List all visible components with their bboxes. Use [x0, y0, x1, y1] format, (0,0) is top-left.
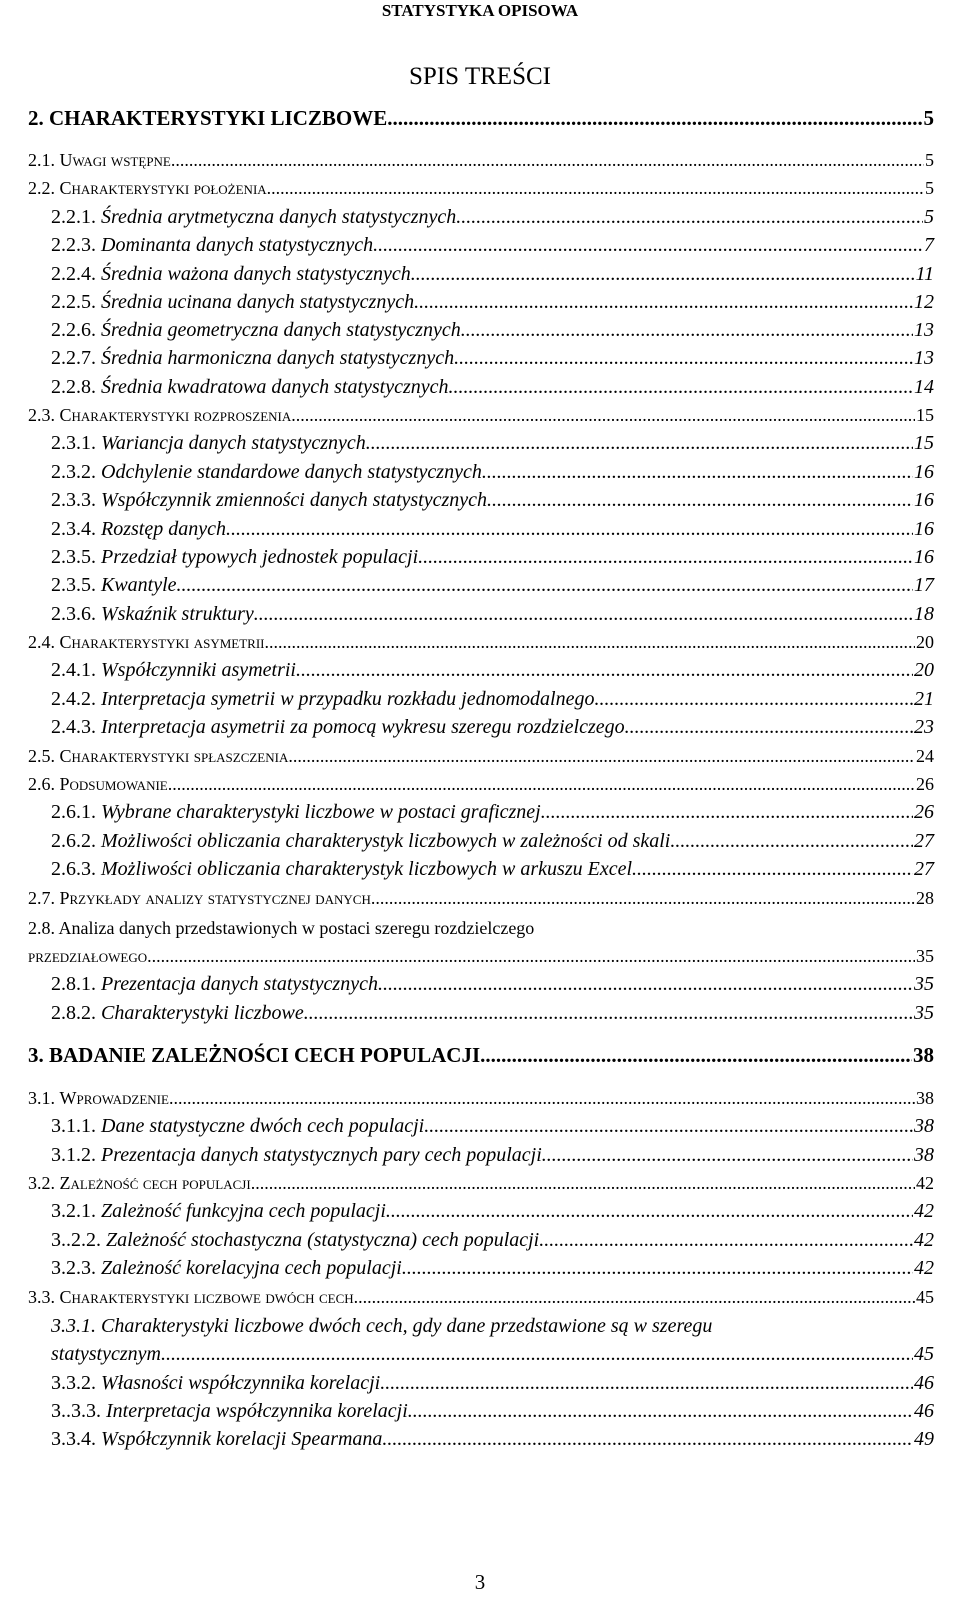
toc-entry[interactable] [51, 1141, 934, 1169]
toc-entry-page: 21 [914, 688, 934, 710]
toc-entry-page: 38 [916, 1088, 934, 1108]
toc-entry[interactable] [51, 685, 934, 713]
toc-entry-text: Współczynnik zmienności danych statystycznych [101, 489, 488, 511]
toc-entry-number: 2.2.4. [51, 263, 101, 285]
toc-entry-text: Prezentacja danych statystycznych [101, 973, 378, 995]
toc-entry[interactable] [51, 1369, 934, 1397]
toc-entry-title [51, 344, 454, 372]
toc-entry[interactable] [51, 429, 934, 457]
toc-entry-text: statystycznym [51, 1343, 161, 1365]
toc-entry-number: 2.3.2. [51, 461, 101, 483]
toc-entry-title [51, 203, 456, 231]
toc-entry-text: Podsumowanie [59, 774, 168, 794]
dot-leader [594, 685, 913, 713]
dot-leader [168, 770, 915, 798]
toc-entry-title [51, 1226, 539, 1254]
toc-entry-page: 20 [916, 632, 934, 652]
toc-entry-page: 42 [916, 1173, 934, 1193]
toc-entry-text: Dane statystyczne dwóch cech populacji [101, 1115, 425, 1137]
toc-entry-number: 2.8.2. [51, 1002, 101, 1024]
toc-entry-title [28, 174, 267, 202]
toc-entry[interactable] [51, 1312, 712, 1340]
toc-entry-number: 3..3.3. [51, 1400, 106, 1422]
toc-entry-text: Przedział typowych jednostek populacji. [101, 546, 424, 568]
dot-leader [288, 742, 915, 770]
dot-leader [423, 543, 913, 571]
toc-entry[interactable] [51, 543, 934, 571]
toc-entry[interactable] [51, 713, 934, 741]
toc-entry-title [28, 914, 534, 942]
toc-entry-number: 2.8.1. [51, 973, 101, 995]
dot-leader [251, 1169, 915, 1197]
toc-entry[interactable] [51, 1112, 934, 1140]
toc-entry-title [28, 104, 387, 132]
dot-leader [304, 999, 913, 1027]
toc-entry-page: 13 [914, 347, 934, 369]
toc-entry-text: Wskaźnik struktury [101, 603, 254, 625]
toc-entry-number: 3. [28, 1043, 49, 1067]
toc-entry-page: 45 [914, 1343, 934, 1365]
dot-leader [480, 1041, 912, 1069]
toc-entry-title [51, 855, 632, 883]
toc-entry-page: 27 [914, 830, 934, 852]
toc-entry-text: Możliwości obliczania charakterystyk liczbowych w arkuszu Excel [101, 858, 633, 880]
toc-entry-number: 2.3.1. [51, 432, 101, 454]
toc-entry[interactable] [51, 1397, 934, 1425]
toc-entry-text: Charakterystyki liczbowe dwóch cech, gdy dane przedstawione są w szeregu [101, 1315, 713, 1337]
toc-entry-page: 18 [914, 603, 934, 625]
toc-entry[interactable] [28, 1283, 934, 1311]
toc-entry-number: 2.2.1. [51, 206, 101, 228]
toc-entry-text: Średnia ważona danych statystycznych [101, 263, 411, 285]
dot-leader [267, 174, 924, 202]
toc-entry-text: Współczynnik korelacji Spearmana [101, 1428, 383, 1450]
toc-entry-number: 2.3.6. [51, 603, 101, 625]
dot-leader [385, 1369, 913, 1397]
toc-entry-number: 3.3. [28, 1287, 60, 1307]
toc-entry[interactable] [51, 231, 934, 259]
toc-entry[interactable] [51, 798, 934, 826]
toc-entry[interactable] [51, 571, 934, 599]
toc-entry[interactable] [51, 515, 934, 543]
toc-entry-title [51, 571, 177, 599]
toc-entry-number: 2.3.5. [51, 546, 101, 568]
toc-entry-text: Odchylenie standardowe danych statystycznych [101, 461, 482, 483]
toc-entry-text: Charakterystyki asymetrii [59, 632, 265, 652]
toc-entry-page: 15 [916, 405, 934, 425]
toc-entry-page: 26 [916, 774, 934, 794]
toc-entry-page: 5 [923, 106, 934, 130]
toc-entry[interactable] [28, 914, 534, 942]
toc-entry-title [51, 1112, 424, 1140]
toc-entry-page: 26 [914, 801, 934, 823]
dot-leader [424, 1112, 913, 1140]
toc-entry-number: 2.6.3. [51, 858, 101, 880]
dot-leader [482, 458, 913, 486]
toc-entry-page: 15 [914, 432, 934, 454]
toc-entry-page: 46 [914, 1372, 934, 1394]
toc-entry-text: Wariancja danych statystycznych [101, 432, 366, 454]
toc-entry-text: Średnia arytmetyczna danych statystycznych [101, 206, 457, 228]
toc-entry[interactable] [28, 628, 934, 656]
toc-entry-number: 3.3.2. [51, 1372, 101, 1394]
toc-entry-title [51, 373, 454, 401]
toc-entry-page: 28 [916, 888, 934, 908]
toc-entry-number: 2.4.3. [51, 716, 101, 738]
toc-entry-number: 2.2. [28, 178, 60, 198]
toc-entry-number: 3.2.1. [51, 1200, 101, 1222]
toc-entry-title [28, 742, 288, 770]
toc-entry-number: 2.2.3. [51, 234, 101, 256]
toc-entry[interactable] [51, 656, 934, 684]
toc-entry-title [28, 1084, 169, 1112]
toc-entry-number: 2.4. [28, 632, 60, 652]
dot-leader [625, 713, 913, 741]
toc-entry-number: 3..2.2. [51, 1229, 106, 1251]
toc-entry-page: 5 [925, 178, 934, 198]
toc-entry-text: BADANIE ZALEŻNOŚCI CECH POPULACJI [49, 1043, 481, 1067]
toc-entry-text: Zależność cech populacji [59, 1173, 251, 1193]
page-title: SPIS TREŚCI [409, 63, 551, 90]
toc-entry-page: 42 [914, 1229, 934, 1251]
toc-entry-page: 17 [914, 574, 934, 596]
toc-entry-number: 2.8. [28, 918, 59, 938]
toc-entry-number: 2.3.3. [51, 489, 101, 511]
toc-entry[interactable] [51, 1197, 934, 1225]
toc-entry[interactable] [28, 1169, 934, 1197]
toc-entry[interactable] [51, 486, 934, 514]
toc-entry-title [28, 942, 147, 970]
toc-entry-page: 45 [916, 1287, 934, 1307]
toc-entry-title [28, 884, 371, 912]
toc-entry-title [51, 1254, 402, 1282]
dot-leader [171, 146, 924, 174]
toc-entry-page: 20 [914, 659, 934, 681]
dot-leader [402, 1254, 913, 1282]
dot-leader [487, 486, 913, 514]
toc-entry-title [51, 543, 423, 571]
toc-entry-number: 2. [28, 106, 49, 130]
toc-entry-page: 5 [924, 206, 934, 228]
toc-entry-title [51, 231, 373, 259]
toc-entry-text: Średnia harmoniczna danych statystycznych [101, 347, 455, 369]
toc-entry-text: Rozstęp danych [101, 518, 226, 540]
toc-entry-text: Interpretacja asymetrii za pomocą wykresu szeregu rozdzielczego [101, 716, 625, 738]
toc-entry-number: 3.2.3. [51, 1257, 101, 1279]
toc-entry-text: Wprowadzenie [59, 1088, 169, 1108]
toc-entry[interactable] [51, 458, 934, 486]
toc-entry-title [51, 970, 378, 998]
toc-entry-number: 2.3.5. [51, 574, 101, 596]
toc-entry-title [28, 1169, 251, 1197]
dot-leader [456, 203, 923, 231]
toc-entry-title [51, 656, 296, 684]
toc-entry-page: 35 [914, 1002, 934, 1024]
dot-leader [177, 571, 913, 599]
toc-entry-page: 13 [914, 319, 934, 341]
dot-leader [411, 260, 915, 288]
toc-entry-title [28, 401, 291, 429]
dot-leader [414, 288, 913, 316]
toc-entry-title [51, 685, 594, 713]
dot-leader [539, 1226, 913, 1254]
toc-entry-title [51, 713, 625, 741]
toc-entry-page: 16 [914, 518, 934, 540]
toc-entry[interactable] [28, 1041, 934, 1069]
dot-leader [387, 104, 922, 132]
dot-leader [378, 970, 913, 998]
dot-leader [366, 429, 913, 457]
toc-entry-text: Możliwości obliczania charakterystyk liczbowych w zależności od skali [101, 830, 671, 852]
toc-entry-number: 3.1.1. [51, 1115, 101, 1137]
toc-entry-page: 27 [914, 858, 934, 880]
toc-entry-number: 2.1. [28, 150, 60, 170]
toc-entry-title [51, 1425, 382, 1453]
toc-entry[interactable] [28, 942, 934, 970]
toc-entry-page: 16 [914, 546, 934, 568]
dot-leader [382, 1425, 913, 1453]
toc-entry[interactable] [51, 600, 934, 628]
toc-entry-page: 42 [914, 1257, 934, 1279]
toc-entry-title [51, 1397, 408, 1425]
dot-leader [254, 600, 913, 628]
toc-entry-title [51, 798, 546, 826]
toc-entry-text: Wybrane charakterystyki liczbowe w postaci graficznej. [101, 801, 546, 823]
dot-leader [226, 515, 913, 543]
toc-entry-text: Zależność korelacyjna cech populacji [101, 1257, 402, 1279]
dot-leader [354, 1283, 915, 1311]
toc-entry-text: Zależność stochastyczna (statystyczna) cech populacji [106, 1229, 540, 1251]
toc-entry[interactable] [28, 884, 934, 912]
toc-entry-number: 2.2.6. [51, 319, 101, 341]
toc-entry-number: 2.6. [28, 774, 60, 794]
toc-entry-text: Charakterystyki położenia [59, 178, 267, 198]
dot-leader [454, 344, 913, 372]
dot-leader [547, 1141, 913, 1169]
toc-entry[interactable] [51, 999, 934, 1027]
toc-entry-text: Średnia kwadratowa danych statystycznych. [101, 376, 454, 398]
toc-entry[interactable] [51, 203, 934, 231]
toc-entry-page: 23 [914, 716, 934, 738]
toc-entry-number: 3.1. [28, 1088, 60, 1108]
toc-entry-number: 2.3.4. [51, 518, 101, 540]
toc-entry-title [51, 260, 411, 288]
toc-entry-page: 14 [914, 376, 934, 398]
toc-entry[interactable] [28, 146, 934, 174]
toc-entry-page: 42 [914, 1200, 934, 1222]
toc-entry-page: 49 [914, 1428, 934, 1450]
toc-entry-text: Własności współczynnika korelacji. [101, 1372, 386, 1394]
dot-leader [147, 942, 915, 970]
dot-leader [391, 1197, 913, 1225]
dot-leader [371, 884, 915, 912]
toc-entry-number: 3.2. [28, 1173, 60, 1193]
toc-entry-page: 12 [914, 291, 934, 313]
toc-entry[interactable] [51, 1254, 934, 1282]
toc-entry-text: Charakterystyki rozproszenia [59, 405, 292, 425]
toc-entry[interactable] [51, 827, 934, 855]
dot-leader [670, 827, 913, 855]
toc-entry[interactable] [51, 260, 934, 288]
dot-leader [632, 855, 913, 883]
toc-entry-text: Charakterystyki spłaszczenia [59, 746, 289, 766]
toc-entry[interactable] [51, 1340, 934, 1368]
dot-leader [169, 1084, 915, 1112]
toc-entry-number: 2.4.2. [51, 688, 101, 710]
toc-entry-number: 2.6.2. [51, 830, 101, 852]
toc-entry[interactable] [51, 970, 934, 998]
toc-entry[interactable] [51, 373, 934, 401]
dot-leader [373, 231, 923, 259]
toc-entry[interactable] [28, 742, 934, 770]
toc-entry-page: 16 [914, 461, 934, 483]
toc-entry-number: 2.6.1. [51, 801, 101, 823]
toc-entry-number: 3.1.2. [51, 1144, 101, 1166]
toc-entry-number: 2.3. [28, 405, 60, 425]
toc-entry-page: 24 [916, 746, 934, 766]
toc-entry-page: 35 [916, 946, 934, 966]
toc-entry-number: 3.3.4. [51, 1428, 101, 1450]
toc-entry[interactable] [51, 344, 934, 372]
dot-leader [408, 1397, 913, 1425]
toc-entry-title [51, 1141, 547, 1169]
toc-entry-text: Kwantyle [101, 574, 177, 596]
toc-entry-title [51, 486, 487, 514]
toc-entry-title [51, 1369, 385, 1397]
running-header: STATYSTYKA OPISOWA [381, 1, 579, 20]
page-number: 3 [474, 1570, 486, 1594]
toc-entry-text: Prezentacja danych statystycznych pary cech populacji. [101, 1144, 547, 1166]
toc-entry-number: 2.7. [28, 888, 60, 908]
dot-leader [291, 401, 915, 429]
toc-entry-number: 2.2.7. [51, 347, 101, 369]
toc-entry-page: 46 [914, 1400, 934, 1422]
toc-entry[interactable] [51, 1425, 934, 1453]
toc-entry-text: Średnia ucinana danych statystycznych [101, 291, 415, 313]
toc-entry-page: 38 [913, 1043, 934, 1067]
toc-entry-title [51, 1197, 391, 1225]
toc-entry-title [28, 1041, 480, 1069]
toc-entry[interactable] [28, 174, 934, 202]
toc-entry-text: Interpretacja współczynnika korelacji [106, 1400, 408, 1422]
toc-entry[interactable] [28, 770, 934, 798]
toc-entry-number: 2.2.8. [51, 376, 101, 398]
toc-entry-title [51, 429, 366, 457]
toc-entry-number: 2.2.5. [51, 291, 101, 313]
toc-entry-text: Analiza danych przedstawionych w postaci szeregu rozdzielczego [58, 918, 535, 938]
toc-entry-title [51, 288, 414, 316]
toc-entry[interactable] [28, 104, 934, 132]
toc-entry-title [51, 316, 461, 344]
toc-entry-title [51, 515, 226, 543]
toc-entry-page: 11 [915, 263, 934, 285]
toc-entry[interactable] [51, 316, 934, 344]
dot-leader [161, 1340, 913, 1368]
toc-entry-page: 38 [914, 1144, 934, 1166]
toc-entry-text: Charakterystyki liczbowe dwóch cech [59, 1287, 354, 1307]
toc-entry-page: 7 [924, 234, 934, 256]
toc-entry-text: Uwagi wstępne [59, 150, 171, 170]
toc-entry-text: CHARAKTERYSTYKI LICZBOWE [49, 106, 388, 130]
toc-entry-title [51, 1340, 161, 1368]
toc-entry-title [28, 1283, 354, 1311]
dot-leader [461, 316, 913, 344]
dot-leader [546, 798, 913, 826]
toc-entry[interactable] [51, 1226, 934, 1254]
toc-entry-text: Przykłady analizy statystycznej danych [59, 888, 371, 908]
toc-entry-title [28, 770, 168, 798]
toc-entry-title [51, 600, 254, 628]
toc-entry-title [51, 999, 304, 1027]
toc-entry-title [51, 1312, 712, 1340]
toc-entry[interactable] [51, 855, 934, 883]
toc-entry-page: 16 [914, 489, 934, 511]
dot-leader [454, 373, 913, 401]
dot-leader [265, 628, 915, 656]
toc-entry-text: Interpretacja symetrii w przypadku rozkładu jednomodalnego [101, 688, 595, 710]
toc-entry-page: 5 [925, 150, 934, 170]
dot-leader [296, 656, 913, 684]
toc-entry-title [51, 827, 670, 855]
toc-entry[interactable] [28, 1084, 934, 1112]
toc-entry-number: 2.5. [28, 746, 60, 766]
toc-entry-text: Dominanta danych statystycznych [101, 234, 374, 256]
toc-entry[interactable] [28, 401, 934, 429]
toc-entry-number: 2.4.1. [51, 659, 101, 681]
toc-entry-title [51, 458, 482, 486]
toc-entry-text: Średnia geometryczna danych statystycznych [101, 319, 461, 341]
toc-entry[interactable] [51, 288, 934, 316]
toc-entry-title [28, 628, 265, 656]
toc-entry-text: Zależność funkcyjna cech populacji. [101, 1200, 391, 1222]
toc-entry-page: 35 [914, 973, 934, 995]
toc-entry-page: 38 [914, 1115, 934, 1137]
toc-entry-number: 3.3.1. [51, 1315, 101, 1337]
toc-entry-text: przedziałowego [28, 946, 148, 966]
toc-entry-text: Współczynniki asymetrii [101, 659, 296, 681]
toc-entry-text: Charakterystyki liczbowe [101, 1002, 304, 1024]
toc-entry-title [28, 146, 171, 174]
